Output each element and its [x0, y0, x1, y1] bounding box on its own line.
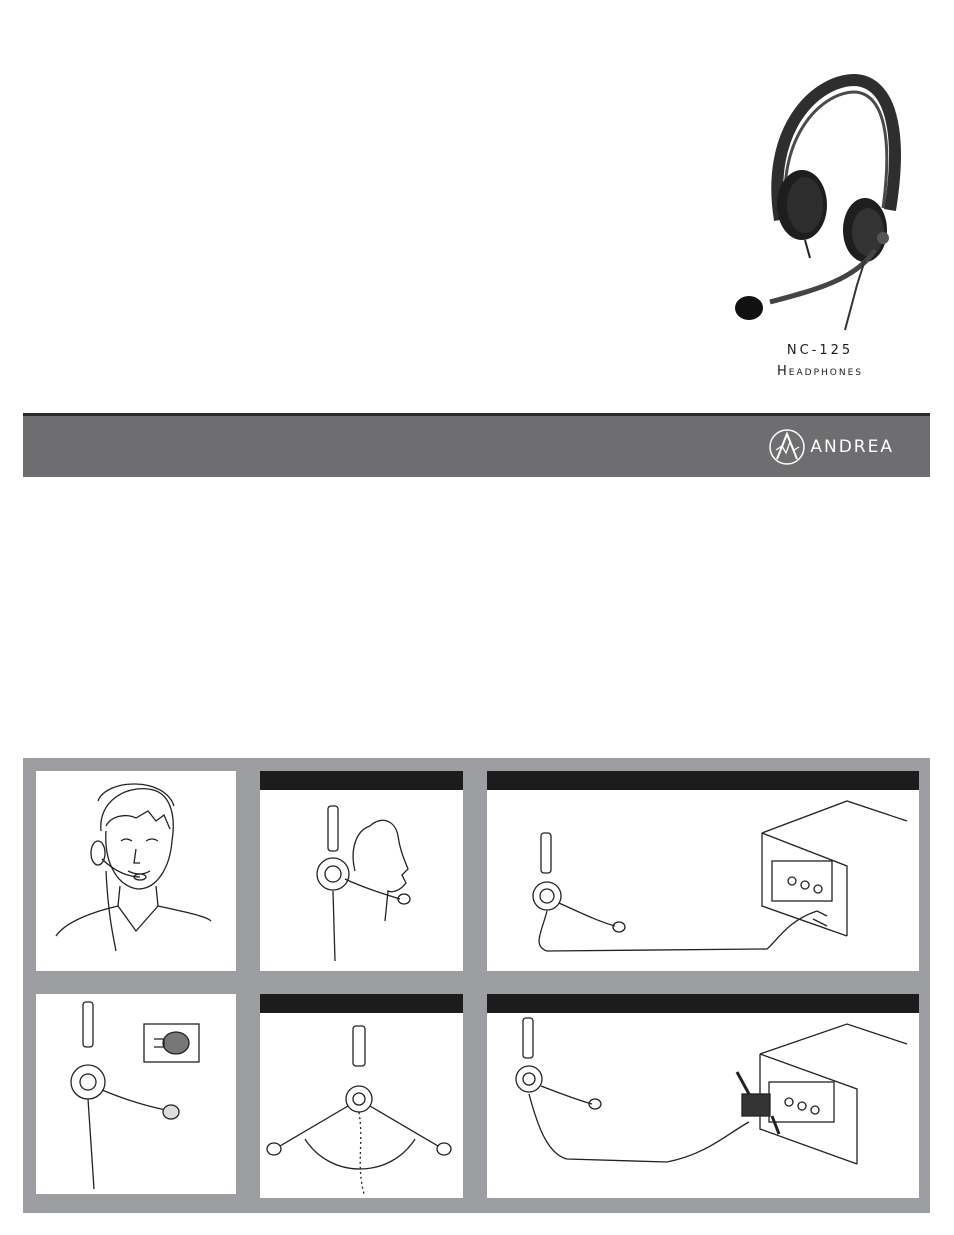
step-header-bar — [487, 771, 919, 790]
brand-name: ANDREA — [810, 437, 894, 457]
headset-to-pc-icon — [487, 771, 919, 971]
mic-near-mouth-icon — [260, 771, 463, 971]
step-header-bar — [260, 994, 463, 1013]
andrea-a-logo-icon — [768, 428, 806, 466]
header-banner — [23, 413, 930, 477]
illustration-connect-front-jacks — [487, 994, 919, 1198]
illustration-foam-cover — [36, 994, 236, 1194]
instructions-panel — [23, 758, 930, 1213]
illustration-wearing — [36, 771, 236, 971]
step-header-bar — [487, 994, 919, 1013]
headset-photo-icon — [725, 70, 915, 335]
illustration-connect-sound-card — [487, 771, 919, 971]
boom-swivel-icon — [260, 994, 463, 1198]
illustration-mic-position — [260, 771, 463, 971]
headset-product-image — [725, 70, 915, 335]
product-model: NC-125 — [786, 343, 854, 358]
illustration-boom-rotation — [260, 994, 463, 1198]
product-type: Headphones — [777, 364, 863, 379]
headset-to-front-pc-icon — [487, 994, 919, 1198]
step-header-bar — [260, 771, 463, 790]
andrea-logo — [768, 428, 894, 466]
person-wearing-headset-icon — [36, 771, 236, 971]
mic-foam-cover-icon — [36, 994, 236, 1194]
